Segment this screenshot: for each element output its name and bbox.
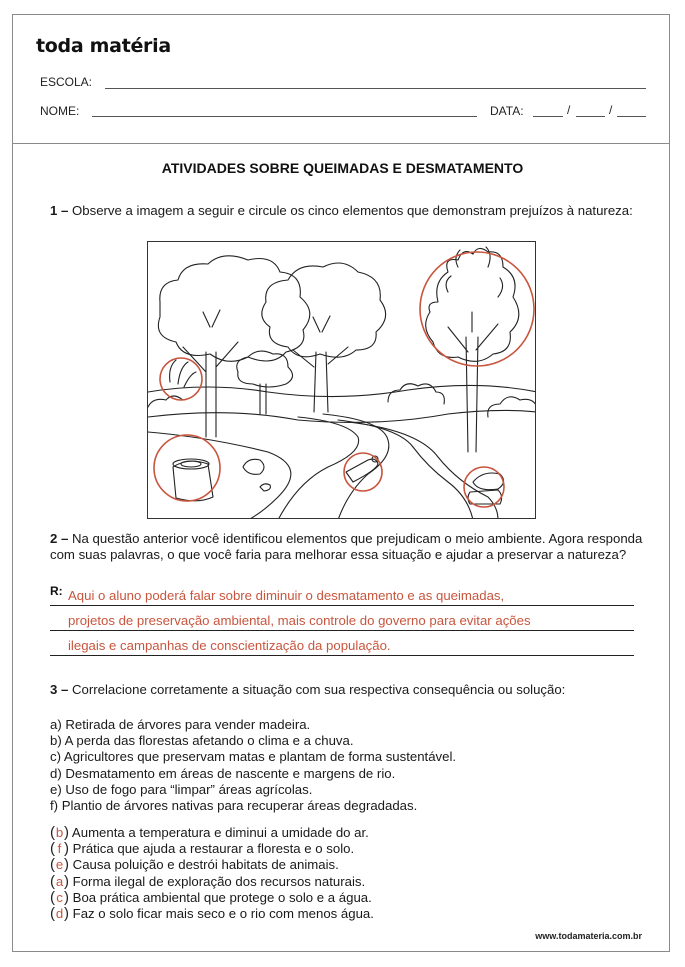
school-label: ESCOLA:: [40, 75, 93, 89]
small-fire-flames: [170, 360, 196, 387]
worksheet-title: ATIVIDADES SOBRE QUEIMADAS E DESMATAMENTO: [161, 160, 524, 176]
worksheet-header: [13, 15, 669, 144]
tree-canopy-left: [158, 256, 309, 362]
question-2: [50, 531, 650, 563]
landscape-illustration: [147, 241, 536, 519]
match-text: Prática que ajuda a restaurar a floresta e o solo.: [69, 841, 355, 857]
situation-item: b) A perda das florestas afetando o clima e a chuva.: [50, 733, 354, 749]
match-answer[interactable]: b: [55, 825, 64, 840]
answer-text-line-2: projetos de preservação ambiental, mais controle do governo para evitar ações: [68, 613, 531, 628]
tree-trunk-left: [183, 310, 238, 437]
rock: [260, 484, 270, 491]
answer-text-line-1: Aqui o aluno poderá falar sobre diminuir o desmatamento e as queimadas,: [68, 588, 505, 603]
tree-trunk-small: [260, 384, 266, 414]
match-item: (b) Aumenta a temperatura e diminui a umidade do ar.: [50, 824, 369, 841]
question-3-text: Correlacione corretamente a situação com sua respectiva consequência ou solução:: [68, 682, 566, 697]
tree-canopy-middle: [262, 263, 386, 357]
match-answer[interactable]: f: [57, 841, 62, 857]
match-answer[interactable]: e: [55, 857, 64, 873]
match-text: Causa poluição e destrói habitats de animais.: [69, 857, 339, 873]
landscape-drawing: [148, 242, 536, 519]
rock: [243, 459, 264, 474]
question-3-number: 3 –: [50, 682, 69, 697]
answer-text-line-3: ilegais e campanhas de conscientização da população.: [68, 638, 391, 653]
match-text: Aumenta a temperatura e diminui a umidade do ar.: [69, 825, 369, 840]
bush: [488, 397, 536, 417]
date-year-field[interactable]: [617, 116, 646, 117]
date-label: DATA:: [490, 104, 524, 118]
match-item: (e) Causa poluição e destrói habitats de animais.: [50, 856, 339, 874]
match-list: [50, 825, 374, 922]
brand-logo: toda matéria: [36, 35, 171, 57]
answer-line-1[interactable]: [50, 584, 634, 606]
date-separator: /: [567, 103, 571, 117]
match-text: Faz o solo ficar mais seco e o rio com menos água.: [69, 906, 374, 922]
name-label: NOME:: [40, 104, 80, 118]
question-2-text: Na questão anterior você identificou elementos que prejudicam o meio ambiente. Agora responda com suas palavras, o que você faria para melhorar essa situação e ajudar a preservar a natureza?: [50, 531, 643, 562]
stump-rings-inner: [181, 461, 201, 467]
date-separator: /: [609, 103, 613, 117]
situation-item: e) Uso de fogo para “limpar” áreas agrícolas.: [50, 781, 313, 797]
bush: [148, 396, 183, 407]
answer-label: R:: [50, 584, 63, 598]
situation-item: d) Desmatamento em áreas de nascente e margens de rio.: [50, 765, 396, 781]
question-1-number: 1 –: [50, 203, 69, 218]
situation-item: c) Agricultores que preservam matas e plantam de forma sustentável.: [50, 749, 457, 765]
footer-url[interactable]: www.todamateria.com.br: [535, 931, 642, 941]
burning-tree-trunk: [448, 312, 498, 452]
question-3: [50, 682, 610, 698]
match-answer[interactable]: a: [55, 873, 64, 889]
match-item: (d) Faz o solo ficar mais seco e o rio com menos água.: [50, 905, 374, 923]
match-answer[interactable]: c: [56, 889, 63, 905]
question-2-number: 2 –: [50, 531, 69, 546]
answer-line-3[interactable]: [50, 634, 634, 656]
name-field[interactable]: [92, 116, 477, 117]
date-month-field[interactable]: [576, 116, 605, 117]
tree-canopy-small: [237, 351, 293, 387]
match-item: (a) Forma ilegal de exploração dos recursos naturais.: [50, 872, 366, 890]
tree-trunk-middle: [293, 316, 348, 412]
situation-item: f) Plantio de árvores nativas para recuperar áreas degradadas.: [50, 798, 418, 814]
match-item: ( f ) Prática que ajuda a restaurar a floresta e o solo.: [50, 840, 355, 858]
question-1: [50, 203, 650, 219]
answer-line-2[interactable]: [50, 609, 634, 631]
date-day-field[interactable]: [533, 116, 563, 117]
situation-item: a) Retirada de árvores para vender madeira.: [50, 717, 311, 732]
highlight-circle-burning-bush: [160, 358, 202, 400]
match-item: (c) Boa prática ambiental que protege o solo e a água.: [50, 888, 372, 906]
match-answer[interactable]: d: [55, 906, 64, 922]
highlight-circle-stump: [154, 435, 220, 501]
match-text: Boa prática ambiental que protege o solo e a água.: [69, 889, 372, 905]
school-field[interactable]: [105, 88, 646, 89]
situation-list: [50, 717, 456, 814]
rock: [473, 473, 504, 490]
question-1-text: Observe a imagem a seguir e circule os cinco elementos que demonstram prejuízos à natureza:: [68, 203, 633, 218]
highlight-circle-bottle: [344, 453, 382, 491]
match-text: Forma ilegal de exploração dos recursos naturais.: [69, 873, 366, 889]
